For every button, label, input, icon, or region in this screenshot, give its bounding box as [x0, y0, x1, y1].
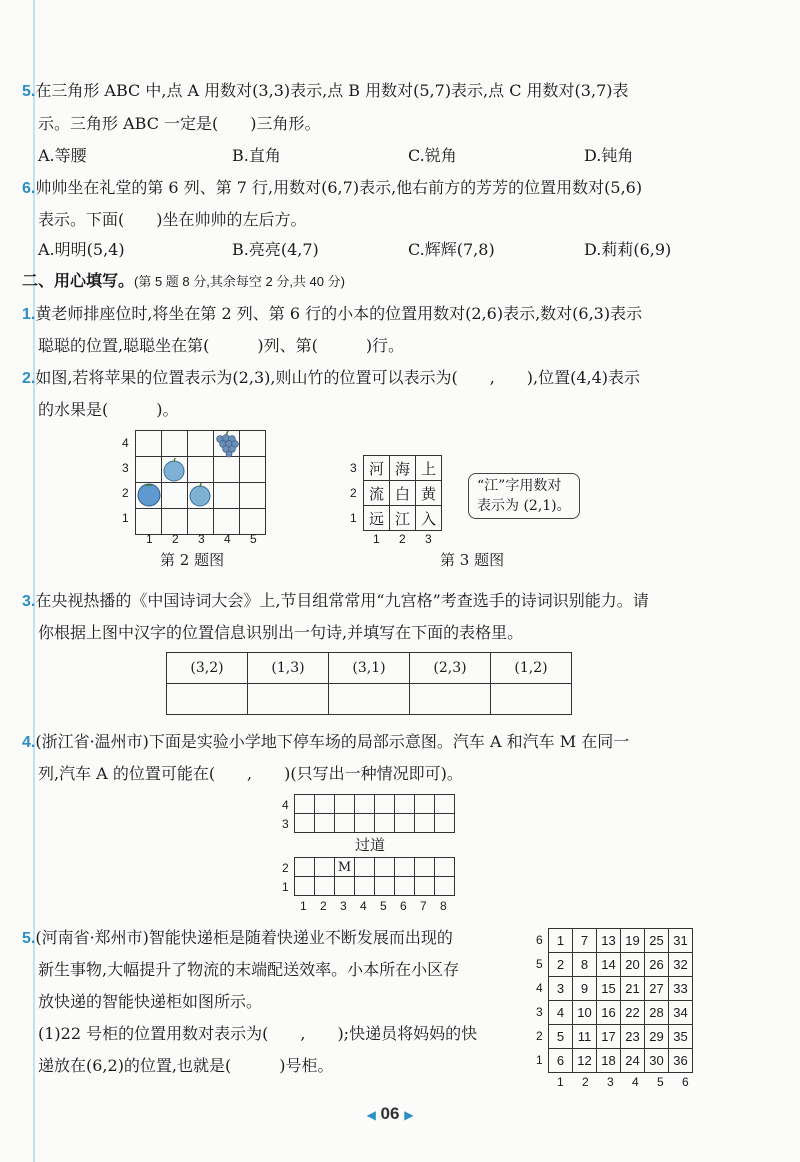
axis-label: 1	[282, 880, 289, 894]
character-grid	[363, 455, 442, 531]
option-c: C.锐角	[408, 146, 457, 165]
answer-cell[interactable]	[248, 684, 329, 715]
axis-label: 1	[300, 899, 307, 913]
section-title: 二、用心填写。	[22, 271, 135, 290]
grid-cell: 白	[390, 481, 416, 506]
axis-label: 3	[198, 532, 205, 546]
locker-cell: 18	[597, 1049, 621, 1073]
question-text: 黄老师排座位时,将坐在第 2 列、第 6 行的小本的位置用数对(2,6)表示,数对(6,3)表示	[35, 304, 643, 323]
axis-label: 3	[607, 1075, 614, 1089]
parking-grid-bottom	[294, 857, 455, 896]
locker-cell: 8	[573, 953, 597, 977]
question-text: 在央视热播的《中国诗词大会》上,节目组常常用“九宫格”考查选手的诗词识别能力。请	[35, 591, 649, 610]
grid-cell: 入	[416, 506, 442, 531]
question-text: 聪聪的位置,聪聪坐在第( )列、第( )行。	[38, 336, 405, 355]
question-text: 如图,若将苹果的位置表示为(2,3),则山竹的位置可以表示为( , ),位置(4,4)表示	[35, 368, 641, 387]
axis-label: 3	[425, 532, 432, 546]
option-a: A.明明(5,4)	[38, 240, 125, 259]
question-4	[22, 731, 629, 754]
question-1	[22, 303, 642, 326]
figure-caption: 第 3 题图	[440, 551, 505, 569]
page-number	[340, 1104, 440, 1124]
locker-cell: 3	[549, 977, 573, 1001]
locker-cell: 34	[669, 1001, 693, 1025]
axis-label: 4	[224, 532, 231, 546]
answer-cell[interactable]	[491, 684, 572, 715]
axis-label: 4	[632, 1075, 639, 1089]
bubble-text: 表示为 (2,1)。	[477, 498, 571, 514]
locker-cell: 12	[573, 1049, 597, 1073]
page-number-text: 06	[380, 1104, 400, 1123]
question-text: 放快递的智能快递柜如图所示。	[38, 992, 263, 1011]
apple-icon	[161, 456, 187, 482]
locker-cell: 10	[573, 1001, 597, 1025]
question-text: 新生事物,大幅提升了物流的末端配送效率。小本所在小区存	[38, 960, 460, 979]
section-note: (第 5 题 8 分,其余每空 2 分,共 40 分)	[134, 274, 345, 289]
locker-cell: 17	[597, 1025, 621, 1049]
locker-cell: 19	[621, 929, 645, 953]
question-text: 列,汽车 A 的位置可能在( , )(只写出一种情况即可)。	[38, 764, 463, 783]
locker-cell: 25	[645, 929, 669, 953]
locker-cell: 9	[573, 977, 597, 1001]
axis-label: 1	[557, 1075, 564, 1089]
grid-cell: 流	[364, 481, 390, 506]
grid-cell: 海	[390, 456, 416, 481]
grid-cell: 河	[364, 456, 390, 481]
locker-cell: 13	[597, 929, 621, 953]
locker-cell: 5	[549, 1025, 573, 1049]
locker-cell: 29	[645, 1025, 669, 1049]
axis-label: 4	[122, 436, 129, 450]
option-d: D.钝角	[584, 146, 634, 165]
question-3	[22, 590, 649, 613]
option-c: C.辉辉(7,8)	[408, 240, 495, 259]
locker-cell: 14	[597, 953, 621, 977]
table-header: (3,1)	[329, 653, 410, 684]
table-header: (3,2)	[167, 653, 248, 684]
answer-table	[166, 652, 572, 715]
locker-cell: 22	[621, 1001, 645, 1025]
question-number: 1.	[22, 306, 36, 323]
axis-label: 6	[536, 933, 543, 947]
question-text: (浙江省·温州市)下面是实验小学地下停车场的局部示意图。汽车 A 和汽车 M 在同一	[35, 732, 630, 751]
locker-cell: 33	[669, 977, 693, 1001]
section-heading	[22, 270, 345, 293]
axis-label: 4	[282, 798, 289, 812]
speech-bubble	[468, 473, 580, 519]
question-number: 2.	[22, 370, 36, 387]
answer-cell[interactable]	[329, 684, 410, 715]
answer-cell[interactable]	[167, 684, 248, 715]
axis-label: 1	[536, 1053, 543, 1067]
axis-label: 4	[360, 899, 367, 913]
question-text: (河南省·郑州市)智能快递柜是随着快递业不断发展而出现的	[35, 928, 453, 947]
prev-arrow-icon: ◀	[366, 1108, 376, 1122]
axis-label: 4	[536, 981, 543, 995]
axis-label: 2	[172, 532, 179, 546]
grid-cell: 江	[390, 506, 416, 531]
grid-cell: 黄	[416, 481, 442, 506]
question-number: 3.	[22, 593, 36, 610]
locker-cell: 6	[549, 1049, 573, 1073]
locker-grid	[548, 928, 693, 1073]
option-b: B.直角	[232, 146, 281, 165]
axis-label: 6	[400, 899, 407, 913]
car-m: M	[335, 858, 355, 877]
locker-cell: 21	[621, 977, 645, 1001]
locker-cell: 1	[549, 929, 573, 953]
locker-cell: 31	[669, 929, 693, 953]
option-a: A.等腰	[38, 146, 87, 165]
locker-cell: 20	[621, 953, 645, 977]
locker-cell: 32	[669, 953, 693, 977]
question-text: 你根据上图中汉字的位置信息识别出一句诗,并填写在下面的表格里。	[38, 623, 524, 642]
question-number: 5.	[22, 930, 36, 947]
option-d: D.莉莉(6,9)	[584, 240, 672, 259]
locker-cell: 23	[621, 1025, 645, 1049]
locker-cell: 26	[645, 953, 669, 977]
axis-label: 2	[122, 486, 129, 500]
axis-label: 7	[420, 899, 427, 913]
axis-label: 2	[320, 899, 327, 913]
question-2	[22, 367, 640, 390]
axis-label: 3	[340, 899, 347, 913]
aisle-label: 过道	[355, 836, 386, 854]
apple-icon	[187, 481, 213, 507]
question-text: 表示。下面( )坐在帅帅的左后方。	[38, 210, 307, 229]
parking-grid-top	[294, 794, 455, 833]
axis-label: 1	[373, 532, 380, 546]
answer-cell[interactable]	[410, 684, 491, 715]
axis-label: 3	[536, 1005, 543, 1019]
axis-label: 5	[380, 899, 387, 913]
question-5-choice	[22, 80, 629, 103]
axis-label: 2	[282, 861, 289, 875]
option-b: B.亮亮(4,7)	[232, 240, 319, 259]
axis-label: 5	[657, 1075, 664, 1089]
locker-cell: 35	[669, 1025, 693, 1049]
margin-line	[33, 0, 35, 1162]
axis-label: 3	[350, 461, 357, 475]
locker-cell: 11	[573, 1025, 597, 1049]
question-5-fill	[22, 927, 453, 950]
locker-cell: 28	[645, 1001, 669, 1025]
locker-cell: 7	[573, 929, 597, 953]
axis-label: 5	[536, 957, 543, 971]
axis-label: 1	[146, 532, 153, 546]
table-header: (2,3)	[410, 653, 491, 684]
axis-label: 6	[682, 1075, 689, 1089]
axis-label: 2	[350, 486, 357, 500]
locker-cell: 30	[645, 1049, 669, 1073]
question-text: 帅帅坐在礼堂的第 6 列、第 7 行,用数对(6,7)表示,他右前方的芳芳的位置用数对(5,6)	[35, 178, 643, 197]
axis-label: 1	[350, 511, 357, 525]
question-text: 的水果是( )。	[38, 400, 179, 419]
question-number: 6.	[22, 180, 36, 197]
locker-cell: 15	[597, 977, 621, 1001]
bubble-text: “江”字用数对	[477, 478, 562, 494]
axis-label: 1	[122, 511, 129, 525]
axis-label: 3	[122, 461, 129, 475]
axis-label: 8	[440, 899, 447, 913]
figure-caption: 第 2 题图	[160, 551, 225, 569]
question-text: (1)22 号柜的位置用数对表示为( , );快递员将妈妈的快	[38, 1024, 478, 1043]
locker-cell: 36	[669, 1049, 693, 1073]
locker-cell: 27	[645, 977, 669, 1001]
grid-cell: 远	[364, 506, 390, 531]
next-arrow-icon: ▶	[404, 1108, 414, 1122]
table-header: (1,2)	[491, 653, 572, 684]
locker-cell: 24	[621, 1049, 645, 1073]
axis-label: 2	[582, 1075, 589, 1089]
question-number: 4.	[22, 734, 36, 751]
locker-cell: 4	[549, 1001, 573, 1025]
question-text: 示。三角形 ABC 一定是( )三角形。	[38, 114, 321, 133]
axis-label: 5	[250, 532, 257, 546]
locker-cell: 16	[597, 1001, 621, 1025]
question-text: 递放在(6,2)的位置,也就是( )号柜。	[38, 1056, 334, 1075]
axis-label: 3	[282, 817, 289, 831]
locker-cell: 2	[549, 953, 573, 977]
question-6-choice	[22, 177, 642, 200]
grid-cell: 上	[416, 456, 442, 481]
table-header: (1,3)	[248, 653, 329, 684]
grapes-icon	[212, 430, 240, 458]
axis-label: 2	[399, 532, 406, 546]
question-number: 5.	[22, 83, 36, 100]
question-text: 在三角形 ABC 中,点 A 用数对(3,3)表示,点 B 用数对(5,7)表示,点 C 用数对(3,7)表	[35, 81, 629, 100]
axis-label: 2	[536, 1029, 543, 1043]
mangosteen-icon	[136, 481, 162, 507]
